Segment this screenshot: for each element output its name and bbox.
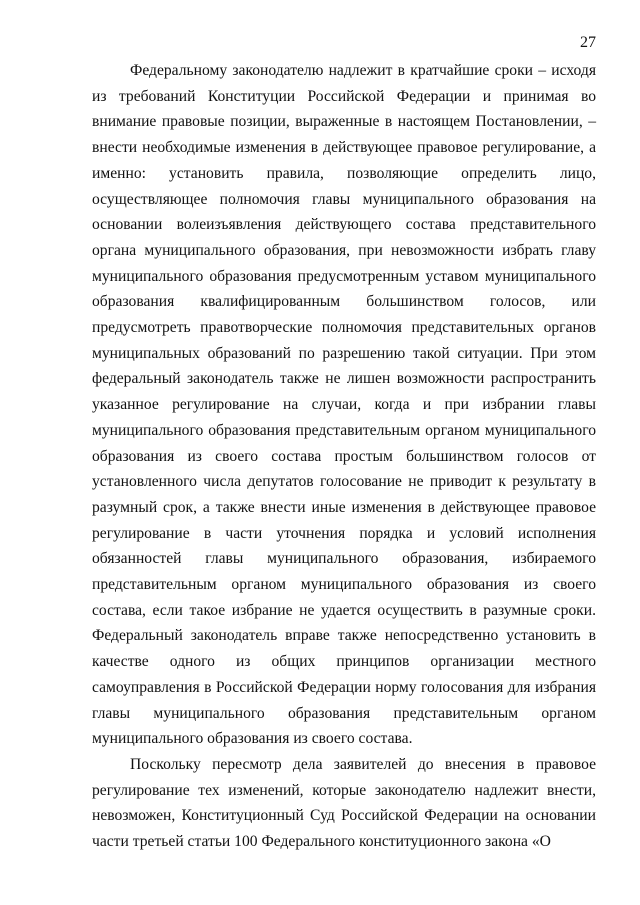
paragraph-legislator-duty: Федеральному законодателю надлежит в кратчайшие сроки – исходя из требований Конституции Российской Федерации и принимая во внимание правовые позиции, выраженные в настоящем Постановлении, – внести необходимые изменения в действующее правовое регулирование, а именно: установить правила, позволяющие определить лицо, осуществляющее полномочия главы муниципального образования на основании волеизъявления действующего состава представительного органа муниципального образования, при невозможности избрать главу муниципального образования предусмотренным уставом муниципального образования квалифицированным большинством голосов, или предусмотреть правотворческие полномочия представительных органов муниципальных образований по разрешению такой ситуации. При этом федеральный законодатель также не лишен возможности распространить указанное регулирование на случаи, когда и при избрании главы муниципального образования представительным органом муниципального образования из своего состава простым большинством голосов от установленного числа депутатов голосование не приводит к результату в разумный срок, а также внести иные изменения в действующее правовое регулирование в части уточнения порядка и условий исполнения обязанностей главы муниципального образования, избираемого представительным органом муниципального образования из своего состава, если такое избрание не удается осуществить в разумные сроки. Федеральный законодатель вправе также непосредственно установить в качестве одного из общих принципов организации местного самоуправления в Российской Федерации норму голосования для избрания главы муниципального образования представительным органом муниципального образования из своего состава. [92, 62, 596, 748]
page-number: 27 [580, 34, 596, 51]
paragraph-case-review: Поскольку пересмотр дела заявителей до внесения в правовое регулирование тех изменений, которые законодателю надлежит внести, невозможен, Конституционный Суд Российской Федерации на основании части третьей статьи 100 Федерального конституционного закона «О [92, 755, 596, 851]
body-text [92, 58, 596, 855]
